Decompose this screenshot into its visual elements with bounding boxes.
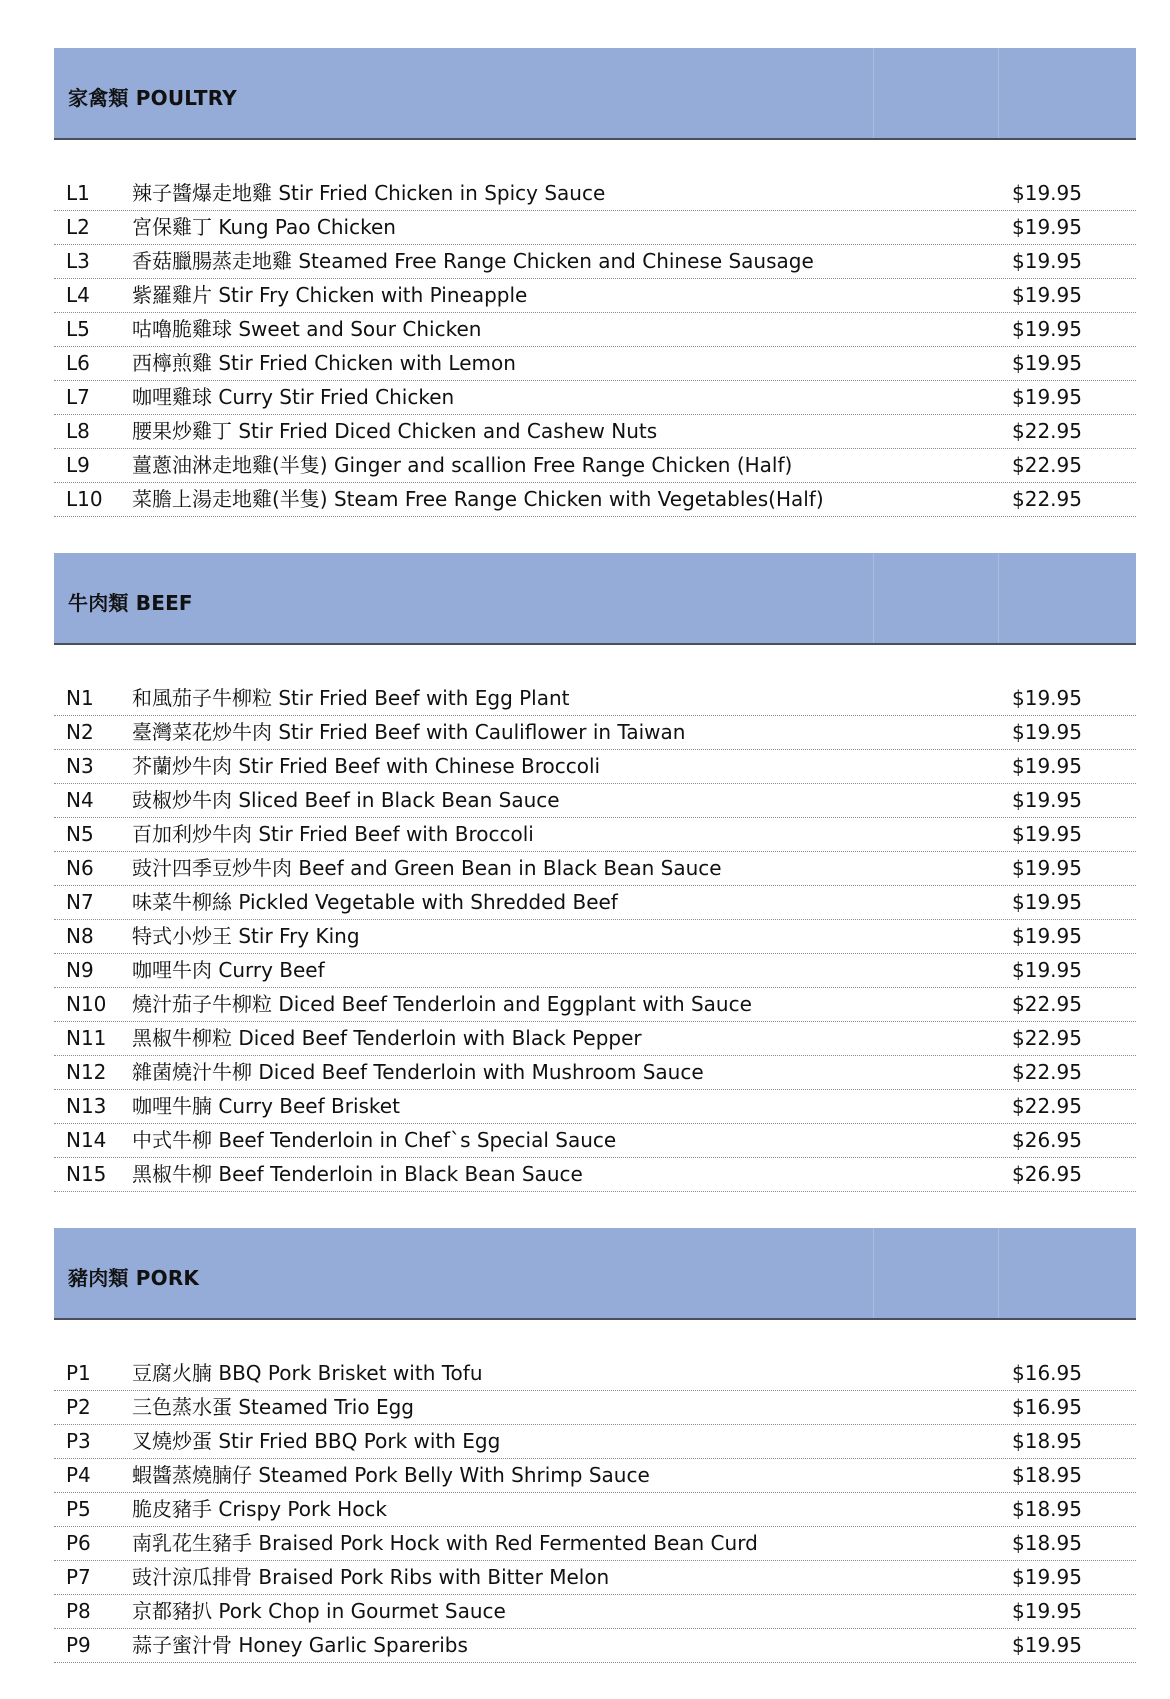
menu-item (54, 1561, 1136, 1595)
item-code: L4 (66, 283, 90, 307)
menu-item (54, 1357, 1136, 1391)
item-name: 蝦醬蒸燒腩仔 Steamed Pork Belly With Shrimp Sauce (132, 1463, 650, 1487)
item-code: L7 (66, 385, 90, 409)
item-code: L1 (66, 181, 90, 205)
item-code: L6 (66, 351, 90, 375)
item-price: $26.95 (1012, 1128, 1082, 1152)
section-title: 豬肉類 PORK (68, 1266, 200, 1290)
item-code: N7 (66, 890, 94, 914)
header-divider (998, 48, 999, 138)
item-price: $18.95 (1012, 1429, 1082, 1453)
menu-item (54, 682, 1136, 716)
item-name: 味菜牛柳絲 Pickled Vegetable with Shredded Beef (132, 890, 618, 914)
item-name: 京都豬扒 Pork Chop in Gourmet Sauce (132, 1599, 506, 1623)
menu-item (54, 1459, 1136, 1493)
menu-item (54, 483, 1136, 517)
section-header (54, 553, 1136, 645)
item-name: 特式小炒王 Stir Fry King (132, 924, 360, 948)
item-code: N4 (66, 788, 94, 812)
menu-item (54, 347, 1136, 381)
item-price: $19.95 (1012, 385, 1082, 409)
section-header (54, 48, 1136, 140)
header-divider (873, 553, 874, 643)
item-code: P7 (66, 1565, 91, 1589)
item-code: N10 (66, 992, 107, 1016)
item-price: $19.95 (1012, 181, 1082, 205)
item-price: $18.95 (1012, 1463, 1082, 1487)
item-code: L5 (66, 317, 90, 341)
item-list (54, 682, 1136, 1192)
menu-item (54, 1158, 1136, 1192)
item-name: 脆皮豬手 Crispy Pork Hock (132, 1497, 388, 1521)
item-price: $18.95 (1012, 1497, 1082, 1521)
item-code: P1 (66, 1361, 91, 1385)
menu-page (54, 48, 1136, 1699)
header-divider (873, 1228, 874, 1318)
item-list (54, 1357, 1136, 1663)
item-price: $19.95 (1012, 283, 1082, 307)
item-name: 西檸煎雞 Stir Fried Chicken with Lemon (132, 351, 516, 375)
item-code: N2 (66, 720, 94, 744)
item-code: L10 (66, 487, 103, 511)
item-name: 薑蔥油淋走地雞(半隻) Ginger and scallion Free Range Chicken (Half) (132, 453, 793, 477)
item-name: 叉燒炒蛋 Stir Fried BBQ Pork with Egg (132, 1429, 501, 1453)
item-code: L2 (66, 215, 90, 239)
section-beef (54, 553, 1136, 1192)
menu-item (54, 716, 1136, 750)
item-code: N1 (66, 686, 94, 710)
item-code: P5 (66, 1497, 91, 1521)
item-name: 咖哩雞球 Curry Stir Fried Chicken (132, 385, 455, 409)
item-name: 腰果炒雞丁 Stir Fried Diced Chicken and Cashew Nuts (132, 419, 658, 443)
section-header (54, 1228, 1136, 1320)
item-code: P8 (66, 1599, 91, 1623)
item-name: 黑椒牛柳粒 Diced Beef Tenderloin with Black Pepper (132, 1026, 642, 1050)
item-name: 臺灣菜花炒牛肉 Stir Fried Beef with Cauliflower in Taiwan (132, 720, 686, 744)
menu-item (54, 1595, 1136, 1629)
item-code: L8 (66, 419, 90, 443)
item-name: 紫羅雞片 Stir Fry Chicken with Pineapple (132, 283, 528, 307)
section-pork (54, 1228, 1136, 1663)
item-price: $19.95 (1012, 720, 1082, 744)
item-code: N15 (66, 1162, 107, 1186)
item-price: $19.95 (1012, 215, 1082, 239)
item-code: N8 (66, 924, 94, 948)
item-code: N6 (66, 856, 94, 880)
item-code: P4 (66, 1463, 91, 1487)
item-price: $19.95 (1012, 1599, 1082, 1623)
item-price: $19.95 (1012, 890, 1082, 914)
item-code: P9 (66, 1633, 91, 1657)
item-code: N12 (66, 1060, 107, 1084)
item-price: $19.95 (1012, 686, 1082, 710)
item-price: $19.95 (1012, 754, 1082, 778)
item-name: 宮保雞丁 Kung Pao Chicken (132, 215, 396, 239)
item-code: L9 (66, 453, 90, 477)
menu-item (54, 415, 1136, 449)
item-price: $19.95 (1012, 249, 1082, 273)
item-code: L3 (66, 249, 90, 273)
item-name: 中式牛柳 Beef Tenderloin in Chef`s Special Sauce (132, 1128, 617, 1152)
item-name: 豆腐火腩 BBQ Pork Brisket with Tofu (132, 1361, 483, 1385)
item-price: $26.95 (1012, 1162, 1082, 1186)
item-name: 咕嚕脆雞球 Sweet and Sour Chicken (132, 317, 482, 341)
menu-item (54, 245, 1136, 279)
item-price: $22.95 (1012, 487, 1082, 511)
item-price: $19.95 (1012, 788, 1082, 812)
item-code: N5 (66, 822, 94, 846)
item-name: 百加利炒牛肉 Stir Fried Beef with Broccoli (132, 822, 534, 846)
item-name: 芥蘭炒牛肉 Stir Fried Beef with Chinese Broccoli (132, 754, 601, 778)
menu-item (54, 886, 1136, 920)
item-price: $19.95 (1012, 1565, 1082, 1589)
menu-item (54, 1124, 1136, 1158)
item-price: $19.95 (1012, 924, 1082, 948)
item-name: 和風茄子牛柳粒 Stir Fried Beef with Egg Plant (132, 686, 570, 710)
item-price: $19.95 (1012, 958, 1082, 982)
menu-item (54, 313, 1136, 347)
item-name: 咖哩牛肉 Curry Beef (132, 958, 325, 982)
menu-item (54, 1391, 1136, 1425)
section-title: 家禽類 POULTRY (68, 86, 237, 110)
section-title: 牛肉類 BEEF (68, 591, 193, 615)
item-price: $22.95 (1012, 1094, 1082, 1118)
menu-item (54, 1056, 1136, 1090)
item-name: 豉椒炒牛肉 Sliced Beef in Black Bean Sauce (132, 788, 560, 812)
item-price: $22.95 (1012, 453, 1082, 477)
header-divider (998, 553, 999, 643)
item-name: 黑椒牛柳 Beef Tenderloin in Black Bean Sauce (132, 1162, 583, 1186)
header-divider (873, 48, 874, 138)
menu-item (54, 1527, 1136, 1561)
item-code: N14 (66, 1128, 107, 1152)
menu-item (54, 1493, 1136, 1527)
item-price: $19.95 (1012, 822, 1082, 846)
item-code: N3 (66, 754, 94, 778)
menu-item (54, 750, 1136, 784)
item-name: 蒜子蜜汁骨 Honey Garlic Spareribs (132, 1633, 468, 1657)
menu-item (54, 1090, 1136, 1124)
item-price: $19.95 (1012, 317, 1082, 341)
item-code: N9 (66, 958, 94, 982)
item-price: $19.95 (1012, 1633, 1082, 1657)
item-code: P3 (66, 1429, 91, 1453)
menu-item (54, 852, 1136, 886)
item-price: $22.95 (1012, 1026, 1082, 1050)
item-price: $22.95 (1012, 992, 1082, 1016)
menu-item (54, 381, 1136, 415)
menu-item (54, 1022, 1136, 1056)
item-code: N11 (66, 1026, 107, 1050)
item-price: $22.95 (1012, 419, 1082, 443)
item-code: P6 (66, 1531, 91, 1555)
item-price: $22.95 (1012, 1060, 1082, 1084)
item-price: $19.95 (1012, 856, 1082, 880)
item-name: 南乳花生豬手 Braised Pork Hock with Red Fermented Bean Curd (132, 1531, 758, 1555)
item-price: $19.95 (1012, 351, 1082, 375)
item-name: 菜膽上湯走地雞(半隻) Steam Free Range Chicken with Vegetables(Half) (132, 487, 824, 511)
item-name: 三色蒸水蛋 Steamed Trio Egg (132, 1395, 414, 1419)
menu-item (54, 818, 1136, 852)
menu-item (54, 177, 1136, 211)
item-list (54, 177, 1136, 517)
header-divider (998, 1228, 999, 1318)
menu-item (54, 1425, 1136, 1459)
item-name: 豉汁四季豆炒牛肉 Beef and Green Bean in Black Bean Sauce (132, 856, 722, 880)
menu-item (54, 988, 1136, 1022)
item-price: $16.95 (1012, 1361, 1082, 1385)
menu-item (54, 920, 1136, 954)
item-name: 咖哩牛腩 Curry Beef Brisket (132, 1094, 400, 1118)
item-name: 雜菌燒汁牛柳 Diced Beef Tenderloin with Mushroom Sauce (132, 1060, 704, 1084)
menu-item (54, 211, 1136, 245)
section-poultry (54, 48, 1136, 517)
item-code: P2 (66, 1395, 91, 1419)
menu-item (54, 1629, 1136, 1663)
item-name: 香菇臘腸蒸走地雞 Steamed Free Range Chicken and Chinese Sausage (132, 249, 814, 273)
item-price: $18.95 (1012, 1531, 1082, 1555)
item-code: N13 (66, 1094, 107, 1118)
item-name: 辣子醬爆走地雞 Stir Fried Chicken in Spicy Sauce (132, 181, 606, 205)
menu-item (54, 954, 1136, 988)
item-name: 豉汁涼瓜排骨 Braised Pork Ribs with Bitter Melon (132, 1565, 610, 1589)
menu-item (54, 449, 1136, 483)
item-price: $16.95 (1012, 1395, 1082, 1419)
menu-item (54, 279, 1136, 313)
item-name: 燒汁茄子牛柳粒 Diced Beef Tenderloin and Eggplant with Sauce (132, 992, 752, 1016)
menu-item (54, 784, 1136, 818)
